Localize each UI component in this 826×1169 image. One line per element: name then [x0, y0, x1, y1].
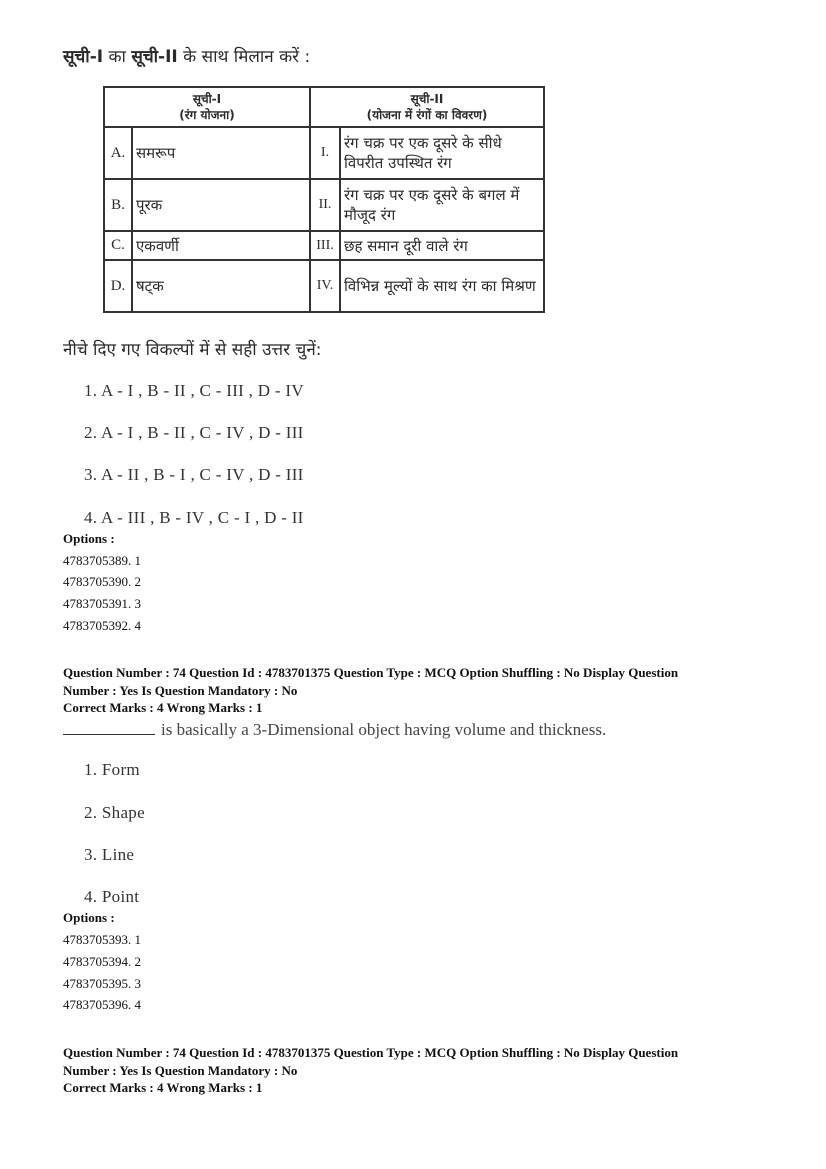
answer-choice-1: 1. Form: [84, 760, 140, 779]
heading-tail: के साथ मिलान करें :: [177, 47, 311, 67]
options-title: Options :: [63, 531, 115, 546]
question-meta-line3: Correct Marks : 4 Wrong Marks : 1: [63, 700, 263, 715]
row-left-label: B.: [104, 179, 132, 231]
question-meta-line2: Number : Yes Is Question Mandatory : No: [63, 1062, 298, 1078]
question-meta-line1: Question Number : 74 Question Id : 4783701375 Question Type : MCQ Option Shuffling : No Display Question: [63, 1045, 679, 1060]
row-right-value: विभिन्न मूल्यों के साथ रंग का मिश्रण: [340, 260, 544, 312]
fill-blank-question-text: is basically a 3-Dimensional object having volume and thickness.: [161, 720, 607, 739]
option-id-line: 4783705389. 1: [63, 553, 141, 568]
row-right-value: रंग चक्र पर एक दूसरे के सीधे विपरीत उपस्थित रंग: [340, 127, 544, 179]
row-left-value: समरूप: [132, 127, 310, 179]
answer-choice-3: 3. Line: [84, 845, 135, 864]
option-id-line: 4783705392. 4: [63, 618, 141, 633]
option-id-line: 4783705395. 3: [63, 976, 141, 991]
row-right-value: छह समान दूरी वाले रंग: [340, 231, 544, 260]
heading-list2: सूची-II: [131, 47, 178, 67]
answer-choice-1: 1. A - I , B - II , C - III , D - IV: [84, 381, 304, 400]
row-right-label: IV.: [310, 260, 340, 312]
options-title: Options :: [63, 910, 115, 925]
list2-subtitle: (योजना में रंगों का विवरण): [366, 108, 488, 122]
answer-choice-2: 2. A - I , B - II , C - IV , D - III: [84, 423, 304, 442]
table-row: [104, 260, 544, 312]
heading-connector: का: [103, 47, 132, 67]
row-right-label: III.: [310, 231, 340, 260]
option-id-line: 4783705391. 3: [63, 596, 141, 611]
option-id-line: 4783705393. 1: [63, 932, 141, 947]
option-id-line: 4783705396. 4: [63, 997, 141, 1012]
answer-choice-2: 2. Shape: [84, 803, 145, 822]
answer-choice-4: 4. Point: [84, 887, 140, 906]
match-table-header: [104, 87, 544, 127]
row-left-value: षट्क: [132, 260, 310, 312]
question-meta-line2: Number : Yes Is Question Mandatory : No: [63, 682, 298, 698]
list2-header: [310, 87, 544, 127]
match-question-instruction: नीचे दिए गए विकल्पों में से सही उत्तर चुनें:: [63, 340, 322, 360]
row-right-label: I.: [310, 127, 340, 179]
answer-blank: [63, 720, 155, 735]
answer-choice-3: 3. A - II , B - I , C - IV , D - III: [84, 465, 304, 484]
question-meta: [63, 664, 783, 717]
row-left-label: A.: [104, 127, 132, 179]
match-table: [103, 86, 545, 313]
option-id-line: 4783705390. 2: [63, 574, 141, 589]
row-right-label: II.: [310, 179, 340, 231]
table-row: [104, 179, 544, 231]
heading-list1: सूची-I: [63, 47, 104, 67]
option-id-line: 4783705394. 2: [63, 954, 141, 969]
row-right-value: रंग चक्र पर एक दूसरे के बगल में मौजूद रंग: [340, 179, 544, 231]
list1-header: [104, 87, 310, 127]
table-row: [104, 231, 544, 260]
table-row: [104, 127, 544, 179]
answer-choice-4: 4. A - III , B - IV , C - I , D - II: [84, 508, 304, 527]
list1-title: सूची-I: [192, 92, 222, 106]
row-left-label: C.: [104, 231, 132, 260]
match-question-heading: [63, 44, 310, 67]
row-left-label: D.: [104, 260, 132, 312]
question-meta-line3: Correct Marks : 4 Wrong Marks : 1: [63, 1080, 263, 1095]
question-meta-line1: Question Number : 74 Question Id : 4783701375 Question Type : MCQ Option Shuffling : No Display Question: [63, 665, 679, 680]
list1-subtitle: (रंग योजना): [179, 108, 235, 122]
row-left-value: पूरक: [132, 179, 310, 231]
row-left-value: एकवर्णी: [132, 231, 310, 260]
list2-title: सूची-II: [410, 92, 444, 106]
fill-blank-question: [63, 720, 606, 740]
question-meta: [63, 1044, 783, 1097]
